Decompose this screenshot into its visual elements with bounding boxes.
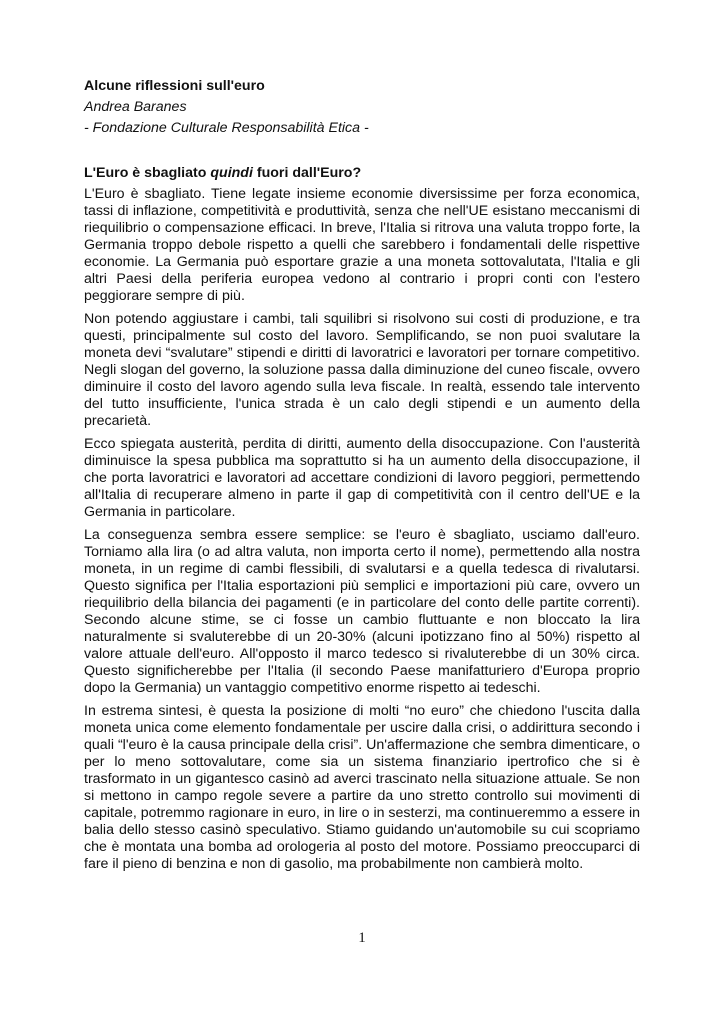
paragraph-2: Non potendo aggiustare i cambi, tali squilibri si risolvono sui costi di produzione, e tra questi, principalmente sul costo del lavoro. Semplificando, se non puoi svalutare la moneta devi “svalutare” stipendi e diritti di lavoratrici e lavoratori per tornare competitivo. Negli slogan del governo, la soluzione passa dalla diminuzione del cuneo fiscale, ovvero diminuire il costo del lavoro agendo sulla leva fiscale. In realtà, essendo tale intervento del tutto insufficiente, l'unica strada è un calo degli stipendi e un aumento della precarietà. bbox=[84, 311, 640, 429]
document-title: Alcune riflessioni sull'euro bbox=[84, 78, 265, 94]
document-page bbox=[84, 78, 640, 879]
paragraph-1: L'Euro è sbagliato. Tiene legate insieme economie diversissime per forza economica, tassi di inflazione, competitività e produttività, senza che nell'UE esistano meccanismi di riequilibrio o compensazione efficaci. In breve, l'Italia si ritrova una valuta troppo forte, la Germania troppo debole rispetto a quelli che sarebbero i fondamentali delle rispettive economie. La Germania può esportare grazie a una moneta sottovalutata, l'Italia e gli altri Paesi della periferia europea vedono al contrario i propri conti con l'estero peggiorare sempre di più. bbox=[84, 186, 640, 304]
heading-text-post: fuori dall'Euro? bbox=[252, 165, 362, 181]
page-number: 1 bbox=[358, 930, 366, 946]
organization-name: - Fondazione Culturale Responsabilità Etica - bbox=[84, 120, 369, 136]
section-heading bbox=[84, 165, 640, 182]
paragraph-4: La conseguenza sembra essere semplice: se l'euro è sbagliato, usciamo dall'euro. Torniamo alla lira (o ad altra valuta, non importa certo il nome), permettendo alla nostra moneta, in un regime di cambi flessibili, di svalutarsi e a quella tedesca di rivalutarsi. Questo significa per l'Italia esportazioni più semplici e importazioni più care, ovvero un riequilibrio della bilancia dei pagamenti (e in particolare del conto delle partite correnti). Secondo alcune stime, se ci fosse un cambio fluttuante e non bloccato la lira naturalmente si svaluterebbe di un 20-30% (alcuni ipotizzano fino al 50%) rispetto al valore attuale dell'euro. All'opposto il marco tedesco si rivaluterebbe di un 30% circa. Questo significherebbe per l'Italia (il secondo Paese manifatturiero d'Europa proprio dopo la Germania) un vantaggio competitivo enorme rispetto ai tedeschi. bbox=[84, 527, 640, 696]
heading-text-emphasis: quindi bbox=[210, 165, 253, 181]
author-name: Andrea Baranes bbox=[84, 99, 187, 115]
heading-text-pre: L'Euro è sbagliato bbox=[84, 165, 211, 181]
paragraph-3: Ecco spiegata austerità, perdita di diritti, aumento della disoccupazione. Con l'austerità diminuisce la spesa pubblica ma soprattutto si ha un aumento della disoccupazione, il che porta lavoratrici e lavoratori ad accettare condizioni di lavoro peggiori, permettendo all'Italia di recuperare almeno in parte il gap di competitività con il centro dell'UE e la Germania in particolare. bbox=[84, 436, 640, 520]
paragraph-5: In estrema sintesi, è questa la posizione di molti “no euro” che chiedono l'uscita dalla moneta unica come elemento fondamentale per uscire dalla crisi, o addirittura secondo i quali “l'euro è la causa principale della crisi”. Un'affermazione che sembra dimenticare, o per lo meno sottovalutare, come sia un sistema finanziario ipertrofico che si è trasformato in un gigantesco casinò ad averci trascinato nella situazione attuale. Se non si mettono in campo regole severe a partire da uno stretto controllo sui movimenti di capitale, potremmo ragionare in euro, in lire o in sesterzi, ma continueremmo a essere in balia dello stesso casinò speculativo. Stiamo guidando un'automobile su cui scopriamo che è montata una bomba ad orologeria al posto del motore. Possiamo preoccuparci di fare il pieno di benzina e non di gasolio, ma probabilmente non cambierà molto. bbox=[84, 703, 640, 872]
